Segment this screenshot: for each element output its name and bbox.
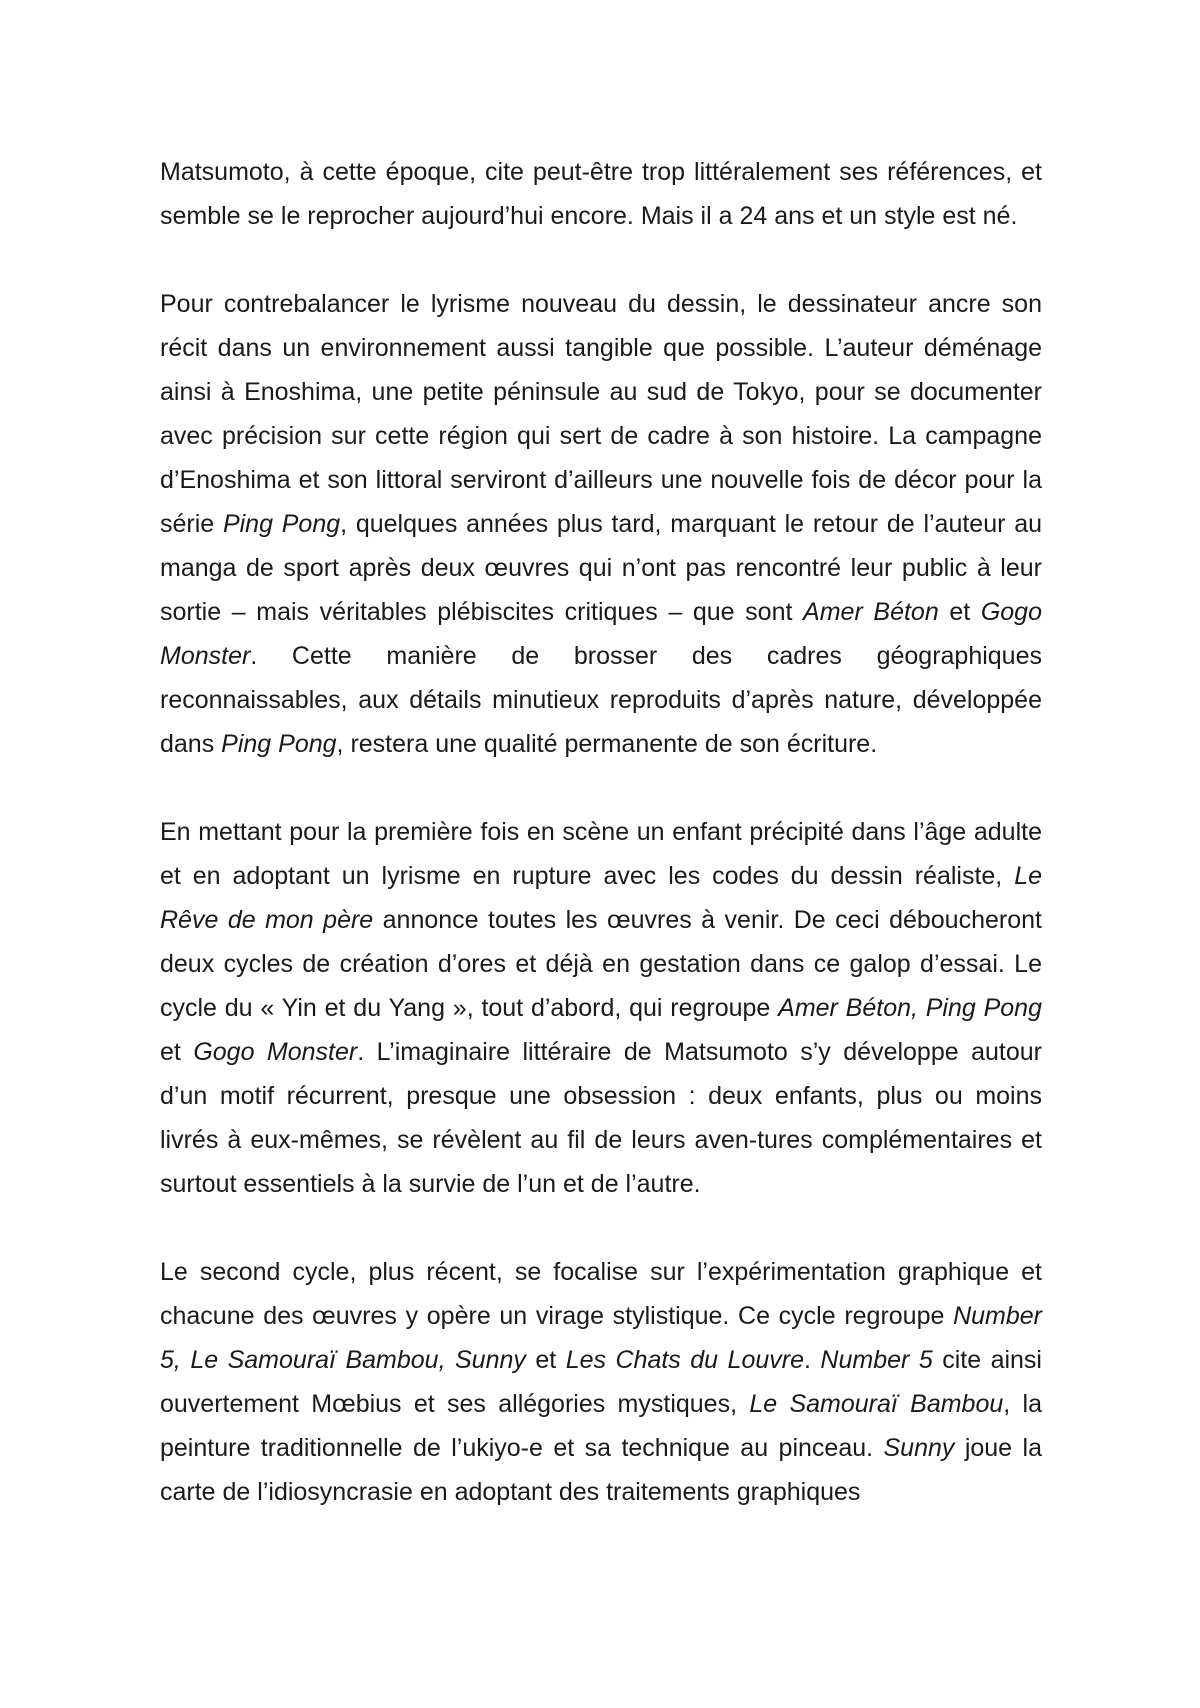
title-amer-beton-ping-pong: Amer Béton, Ping Pong [778, 994, 1042, 1022]
text-segment: . Cette manière de brosser des cadres géographiques reconnaissables, aux détails minutieux reproduits d’après nature, développée dans [160, 642, 1042, 758]
text-segment: . [804, 1346, 821, 1374]
text-segment: En mettant pour la première fois en scène un enfant précipité dans l’âge adulte et en adoptant un lyrisme en rupture avec les codes du dessin réaliste, [160, 818, 1042, 890]
text-segment: Le second cycle, plus récent, se focalise sur l’expérimentation graphique et chacune des œuvres y opère un virage stylistique. Ce cycle regroupe [160, 1258, 1042, 1330]
paragraph-3 [160, 810, 1042, 1206]
text-segment: . L’imaginaire littéraire de Matsumoto s’y développe autour d’un motif récurrent, presque une obsession : deux enfants, plus ou moins livrés à eux-mêmes, se révèlent au fil de leurs aven-tures complémentaires et surtout essentiels à la survie de l’un et de l’autre. [160, 1038, 1042, 1198]
text-segment: annonce toutes les œuvres à venir. De ceci déboucheront deux cycles de création d’ores et déjà en gestation dans ce galop d’essai. Le cycle du « Yin et du Yang », tout d’abord, qui regroupe [160, 906, 1042, 1022]
text-segment: et [160, 1038, 194, 1066]
title-ping-pong: Ping Pong [221, 730, 337, 758]
text-segment: et [525, 1346, 566, 1374]
text-segment: Pour contrebalancer le lyrisme nouveau du dessin, le dessinateur ancre son récit dans un environnement aussi tangible que possible. L’auteur déménage ainsi à Enoshima, une petite péninsule au sud de Tokyo, pour se documenter avec précision sur cette région qui sert de cadre à son histoire. La campagne d’Enoshima et son littoral serviront d’ailleurs une nouvelle fois de décor pour la série [160, 290, 1042, 538]
title-list-cycle-two: Number 5, Le Samouraï Bambou, Sunny [160, 1302, 1042, 1374]
text-segment: , restera une qualité permanente de son écriture. [336, 730, 878, 758]
text-segment: cite ainsi ouvertement Mœbius et ses allégories mystiques, [160, 1346, 1042, 1418]
text-segment: , quelques années plus tard, marquant le retour de l’auteur au manga de sport après deux œuvres qui n’ont pas rencontré leur public à leur sortie – mais véritables plébiscites critiques – que sont [160, 510, 1043, 626]
title-gogo-monster: Gogo Monster [193, 1038, 358, 1066]
title-gogo-monster: Gogo Monster [160, 598, 1042, 670]
paragraph-2 [160, 282, 1042, 766]
title-le-reve-de-mon-pere: Le Rêve de mon père [160, 862, 1042, 934]
text-segment: et [938, 598, 981, 626]
title-sunny: Sunny [883, 1434, 955, 1462]
title-amer-beton: Amer Béton [803, 598, 939, 626]
title-le-samourai-bambou: Le Samouraï Bambou [749, 1390, 1004, 1418]
text-segment: joue la carte de l’idiosyncrasie en adoptant des traitements graphiques [160, 1434, 1042, 1506]
text-segment: , la peinture traditionnelle de l’ukiyo-e et sa technique au pinceau. [160, 1390, 1042, 1462]
title-number-5: Number 5 [820, 1346, 933, 1374]
title-les-chats-du-louvre: Les Chats du Louvre [565, 1346, 804, 1374]
paragraph-4 [160, 1250, 1042, 1514]
paragraph-1 [160, 150, 1042, 238]
text-segment: Matsumoto, à cette époque, cite peut-être trop littéralement ses références, et semble se le reprocher aujourd’hui encore. Mais il a 24 ans et un style est né. [160, 158, 1042, 230]
title-ping-pong: Ping Pong [222, 510, 341, 538]
body-text [160, 150, 1042, 1514]
